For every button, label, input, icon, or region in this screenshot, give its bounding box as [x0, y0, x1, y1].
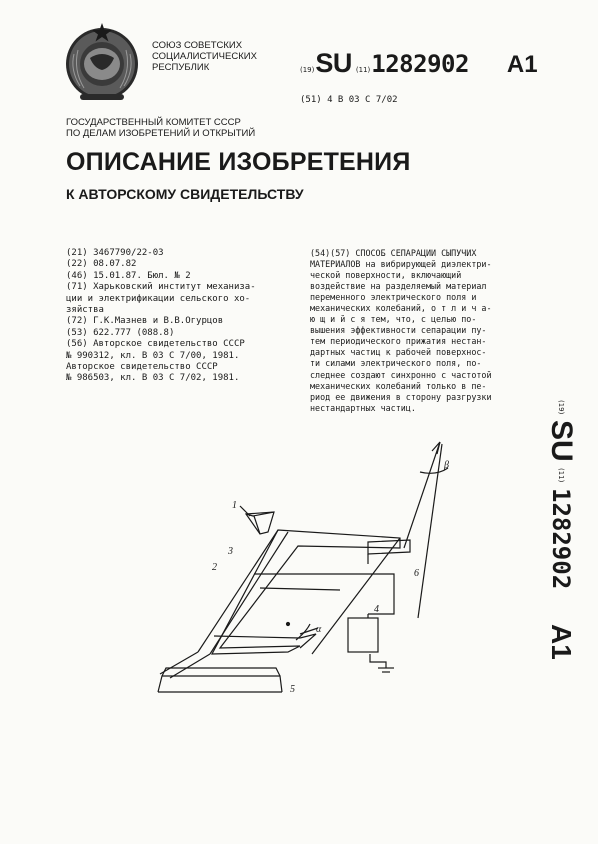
- country-line: РЕСПУБЛИК: [152, 62, 210, 73]
- biblio-line: (72) Г.К.Мазнев и В.В.Огурцов: [66, 316, 224, 327]
- abstract: [310, 248, 524, 414]
- abstract-line: переменного электрического поля и: [310, 292, 477, 303]
- power-supply-block: [348, 618, 378, 652]
- biblio-line: (21) 3467790/22-03: [66, 248, 164, 258]
- abstract-line: МАТЕРИАЛОВ на вибрирующей диэлектри-: [310, 259, 492, 270]
- biblio-line: ции и электрификации сельского хо-: [66, 293, 251, 304]
- label-6: 6: [414, 568, 419, 579]
- biblio-line: (53) 622.777 (088.8): [66, 327, 175, 338]
- abstract-line: риод ее движения в сторону разгрузки: [310, 391, 492, 402]
- angle-beta-label: β: [444, 460, 449, 471]
- abstract-line: (54)(57) СПОСОБ СЕПАРАЦИИ СЫПУЧИХ: [310, 248, 477, 258]
- biblio-line: Авторское свидетельство СССР: [66, 362, 218, 373]
- country-line: СОЦИАЛИСТИЧЕСКИХ: [152, 51, 257, 62]
- abstract-line: вышения эффективности сепарации пу-: [310, 325, 487, 336]
- hopper: [246, 512, 274, 534]
- biblio-line: № 986503, кл. В 03 С 7/02, 1981.: [66, 373, 240, 384]
- committee-line: ПО ДЕЛАМ ИЗОБРЕТЕНИЙ И ОТКРЫТИЙ: [66, 128, 256, 139]
- label-5: 5: [290, 684, 295, 695]
- label-4: 4: [374, 604, 379, 615]
- abstract-line: тем периодического прижатия нестан-: [310, 336, 487, 347]
- inid-code-19: (19): [300, 66, 315, 74]
- biblio-line: зяйства: [66, 305, 104, 316]
- abstract-line: ческой поверхности, включающий: [310, 270, 462, 281]
- abstract-line: воздействие на разделяемый материал: [310, 281, 487, 292]
- biblio-line: (56) Авторское свидетельство СССР: [66, 339, 245, 350]
- abstract-line: дартных частиц к рабочей поверхнос-: [310, 347, 487, 358]
- biblio-line: (22) 08.07.82: [66, 259, 137, 270]
- label-2: 2: [212, 562, 217, 573]
- collecting-tray: [158, 652, 282, 692]
- document-subtitle: К АВТОРСКОМУ СВИДЕТЕЛЬСТВУ: [66, 186, 304, 202]
- biblio-line: № 990312, кл. В 03 С 7/00, 1981.: [66, 350, 240, 361]
- committee-name: [66, 117, 255, 139]
- bibliographic-data: [66, 248, 294, 385]
- label-3: 3: [228, 546, 233, 557]
- patent-number-line: [300, 48, 538, 79]
- document-kind: A1: [506, 51, 538, 78]
- patent-number: 1282902: [371, 50, 469, 78]
- technical-drawing: [140, 428, 470, 708]
- inid-code-11: (11): [355, 66, 371, 74]
- abstract-line: ти силами электрического поля, по-: [310, 358, 482, 369]
- ussr-emblem-icon: [60, 20, 144, 104]
- country-line: СОЮЗ СОВЕТСКИХ: [152, 40, 243, 51]
- abstract-line: ю щ и й с я тем, что, с целью по-: [310, 314, 477, 325]
- abstract-line: механических колебаний только в пе-: [310, 380, 487, 391]
- side-number: 1282902: [547, 488, 575, 590]
- side-inid-code-19: (19): [557, 400, 565, 415]
- abstract-line: механических колебаний, о т л и ч а-: [310, 303, 492, 314]
- ipc-classification: (51) 4 В 03 С 7/02: [300, 95, 398, 105]
- country-name: [152, 40, 262, 73]
- country-code: SU: [315, 48, 352, 78]
- biblio-line: (71) Харьковский институт механиза-: [66, 282, 256, 293]
- abstract-line: следнее создают синхронно с частотой: [310, 369, 492, 380]
- label-1: 1: [232, 500, 237, 511]
- biblio-line: (46) 15.01.87. Бюл. № 2: [66, 270, 191, 281]
- side-patent-number: [544, 400, 578, 659]
- side-kind: A1: [546, 623, 577, 660]
- side-inid-code-11: (11): [557, 468, 565, 483]
- side-country-code: SU: [545, 420, 578, 463]
- document-title: ОПИСАНИЕ ИЗОБРЕТЕНИЯ: [66, 148, 411, 176]
- committee-line: ГОСУДАРСТВЕННЫЙ КОМИТЕТ СССР: [66, 117, 241, 128]
- force-vectors: [296, 442, 448, 640]
- angle-alpha-label: α: [316, 624, 322, 635]
- leader-line: [240, 506, 250, 516]
- abstract-line: нестандартных частиц.: [310, 402, 416, 413]
